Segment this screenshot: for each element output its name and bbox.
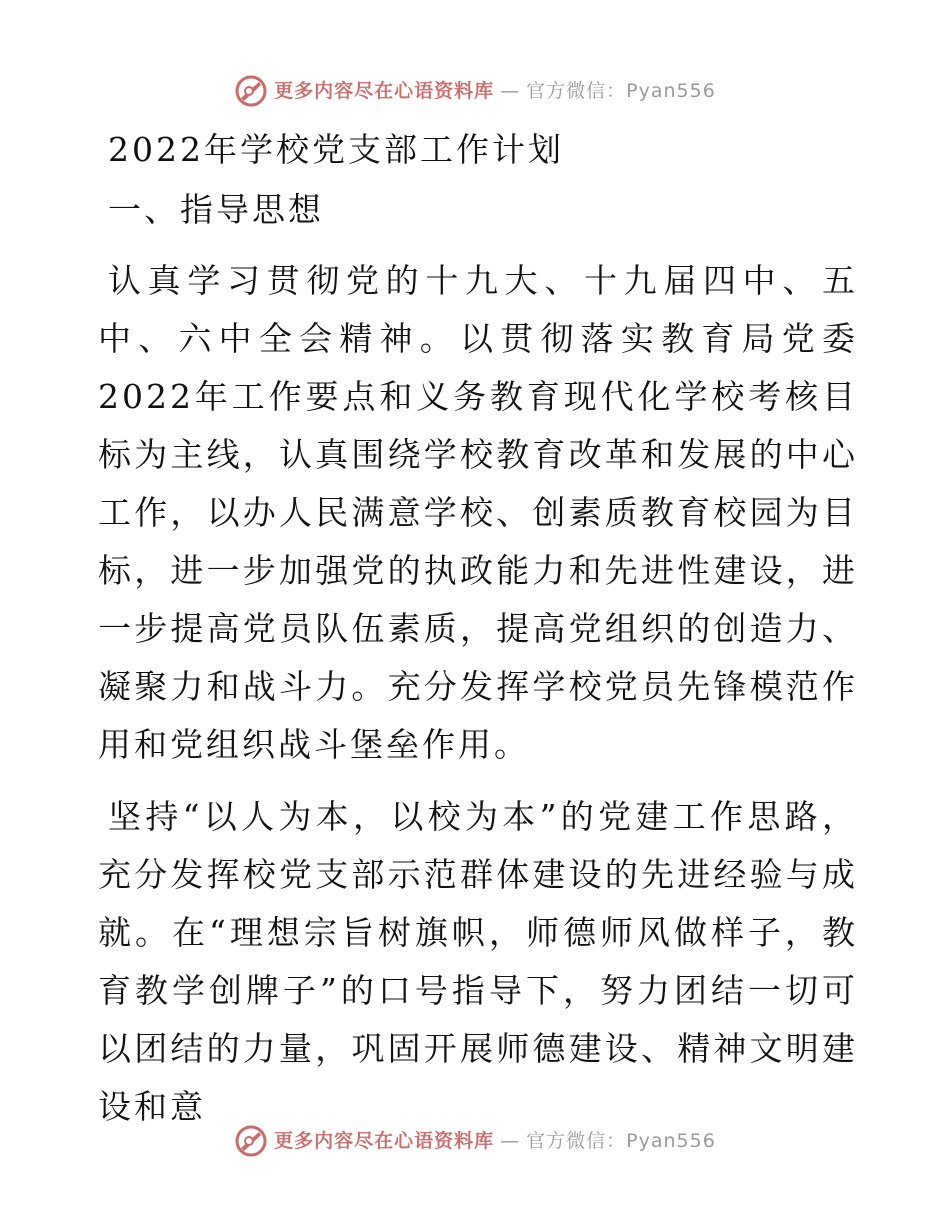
watermark-contact-text: 官方微信：Pyan556: [526, 80, 716, 102]
red-round-seal-icon: [234, 74, 268, 108]
watermark-main-text: 更多内容尽在心语资料库: [274, 1130, 495, 1152]
body-paragraph: 坚持“以人为本，以校为本”的党建工作思路，充分发挥校党支部示范群体建设的先进经验与成就。在“理想宗旨树旗帜，师德师风做样子，教育教学创牌子”的口号指导下，努力团结一切可以团结的力量，巩固开展师德建设、精神文明建设和意: [98, 797, 858, 1126]
document-body: [98, 126, 858, 1150]
section-guiding-ideology: [98, 186, 858, 1136]
red-round-seal-icon: [234, 1124, 268, 1158]
watermark-main-text: 更多内容尽在心语资料库: [274, 80, 495, 102]
body-paragraph: 认真学习贯彻党的十九大、十九届四中、五中、六中全会精神。以贯彻落实教育局党委2022年工作要点和义务教育现代化学校考核目标为主线，认真围绕学校教育改革和发展的中心工作，以办人民满意学校、创素质教育校园为目标，进一步加强党的执政能力和先进性建设，进一步提高党员队伍素质，提高党组织的创造力、凝聚力和战斗力。充分发挥学校党员先锋模范作用和党组织战斗堡垒作用。: [98, 261, 858, 764]
footer-watermark: [0, 1124, 950, 1158]
document-title: 2022年学校党支部工作计划: [108, 130, 564, 169]
watermark-dash: —: [500, 1130, 521, 1152]
watermark-dash: —: [500, 80, 521, 102]
header-watermark: [0, 74, 950, 108]
section-heading: 一、指导思想: [108, 190, 324, 229]
watermark-contact-text: 官方微信：Pyan556: [526, 1130, 716, 1152]
